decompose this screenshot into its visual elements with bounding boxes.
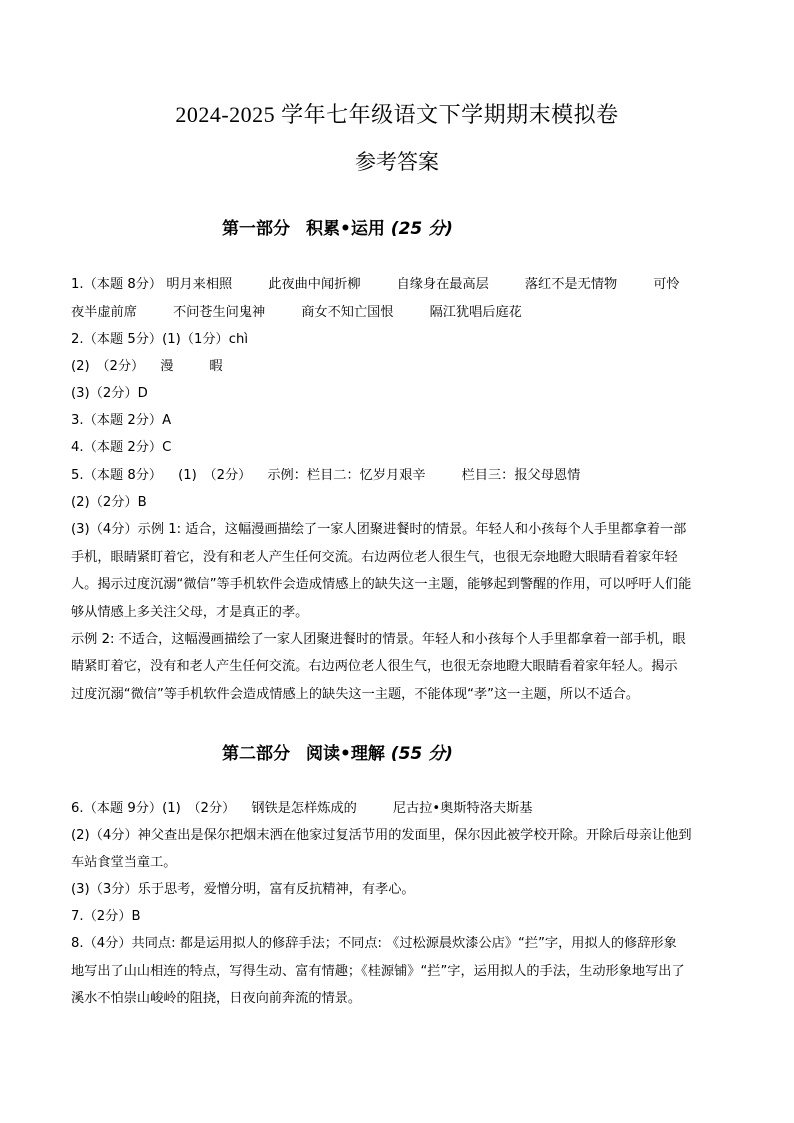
q5-para2-line: 示例 2: 不适合，这幅漫画描绘了一家人团聚进餐时的情景。年轻人和小孩每个人手里都拿着一部手机，眼 [71,632,686,647]
q5-para1-line: 人。揭示过度沉溺“微信”等手机软件会造成情感上的缺失这一主题，能够起到警醒的作用，可以呼吁人们能 [71,577,692,592]
section-2-label: 第二部分 [222,744,290,764]
q6-line-1 [71,800,532,818]
q5-para1-line: 手机，眼睛紧盯着它，没有和老人产生任何交流。右边两位老人很生气，也很无奈地瞪大眼睛看着家年轻 [71,550,678,565]
q2-line-2 [71,358,223,376]
q2-part-prefix: (2) （2分） [71,359,145,374]
q6-line-3: (3)（3分）乐于思考，爱憎分明，富有反抗精神，有孝心。 [71,882,415,897]
q4-line: 4.（本题 2分）C [71,440,172,455]
q1-answer: 不问苍生问鬼神 [172,305,266,320]
section-2-name: 阅读•理解 [306,744,385,764]
q1-answer: 可怜 [653,277,680,292]
q1-answer: 隔江犹唱后庭花 [429,305,522,320]
document-title: 2024-2025 学年七年级语文下学期期末模拟卷 [175,102,619,127]
q6-prefix: 6.（本题 9分）(1) （2分） [71,801,236,816]
q5-prefix: 5.（本题 8分） [71,468,163,483]
q1-answer: 此夜曲中闻折柳 [268,277,361,292]
q1-answer: 明月来相照 [166,277,233,292]
q1-answer: 夜半虚前席 [71,305,137,320]
q6-para-line: 车站食堂当童工。 [71,855,177,870]
q1-line-1 [71,276,680,294]
q5-line-2: (2)（2分）B [71,495,147,510]
section-1-name: 积累•运用 [306,219,385,239]
q5-answer: 栏目三：报父母恩情 [461,468,581,483]
q6-para-line: (2)（4分）神父查出是保尔把烟末洒在他家过复活节用的发面里，保尔因此被学校开除。开除后母亲让他到 [71,828,692,843]
q8-line: 地写出了山山相连的特点，写得生动、富有情趣；《桂源铺》“拦”字，运用拟人的手法，生动形象地写出了 [71,964,685,979]
q5-para1-line: 够从情感上多关注父母，才是真正的孝。 [71,605,309,620]
section-1-score: (25 分) [390,219,453,239]
section-1-label: 第一部分 [222,219,290,239]
q7-line: 7.（2分）B [71,909,141,924]
q6-answer: 尼古拉•奥斯特洛夫斯基 [392,801,533,816]
document-subtitle: 参考答案 [355,150,439,174]
q5-part: (1) （2分） [178,468,252,483]
q2-line-1: 2.（本题 5分）(1)（1分）chì [71,332,249,347]
q6-answer: 钢铁是怎样炼成的 [251,801,357,816]
q5-para1-line: (3)（4分）示例 1: 适合，这幅漫画描绘了一家人团聚进餐时的情景。年轻人和小孩每个人手里都拿着一部 [71,522,687,537]
section-heading-1 [222,214,453,239]
q5-para2-line: 睛紧盯着它，没有和老人产生任何交流。右边两位老人很生气，也很无奈地瞪大眼睛看着家年轻人。揭示 [71,659,678,674]
q5-para2-line: 过度沉溺“微信”等手机软件会造成情感上的缺失这一主题，不能体现“孝”这一主题，所以不适合。 [71,687,640,702]
q1-answer: 商女不知亡国恨 [301,305,394,320]
section-2-score: (55 分) [390,744,453,764]
q1-prefix: 1.（本题 8分） [71,277,163,292]
q2-answer: 漫 [160,359,174,374]
q3-line: 3.（本题 2分）A [71,413,172,428]
section-heading-2 [222,739,453,764]
q8-line: 8.（4分）共同点: 都是运用拟人的修辞手法；不同点: 《过松源晨炊漆公店》“拦”字，用拟人的修辞形象 [71,936,677,951]
q1-answer: 落红不是无情物 [524,277,618,292]
q5-answer: 示例：栏目二：忆岁月艰辛 [267,468,426,483]
q5-line-1 [71,467,580,485]
q8-line: 溪水不怕崇山峻岭的阻挠，日夜向前奔流的情景。 [71,991,362,1006]
q1-line-2 [71,304,522,322]
q2-answer: 暇 [209,359,223,374]
q1-answer: 自缘身在最高层 [396,277,489,292]
q2-line-3: (3)（2分）D [71,386,148,401]
